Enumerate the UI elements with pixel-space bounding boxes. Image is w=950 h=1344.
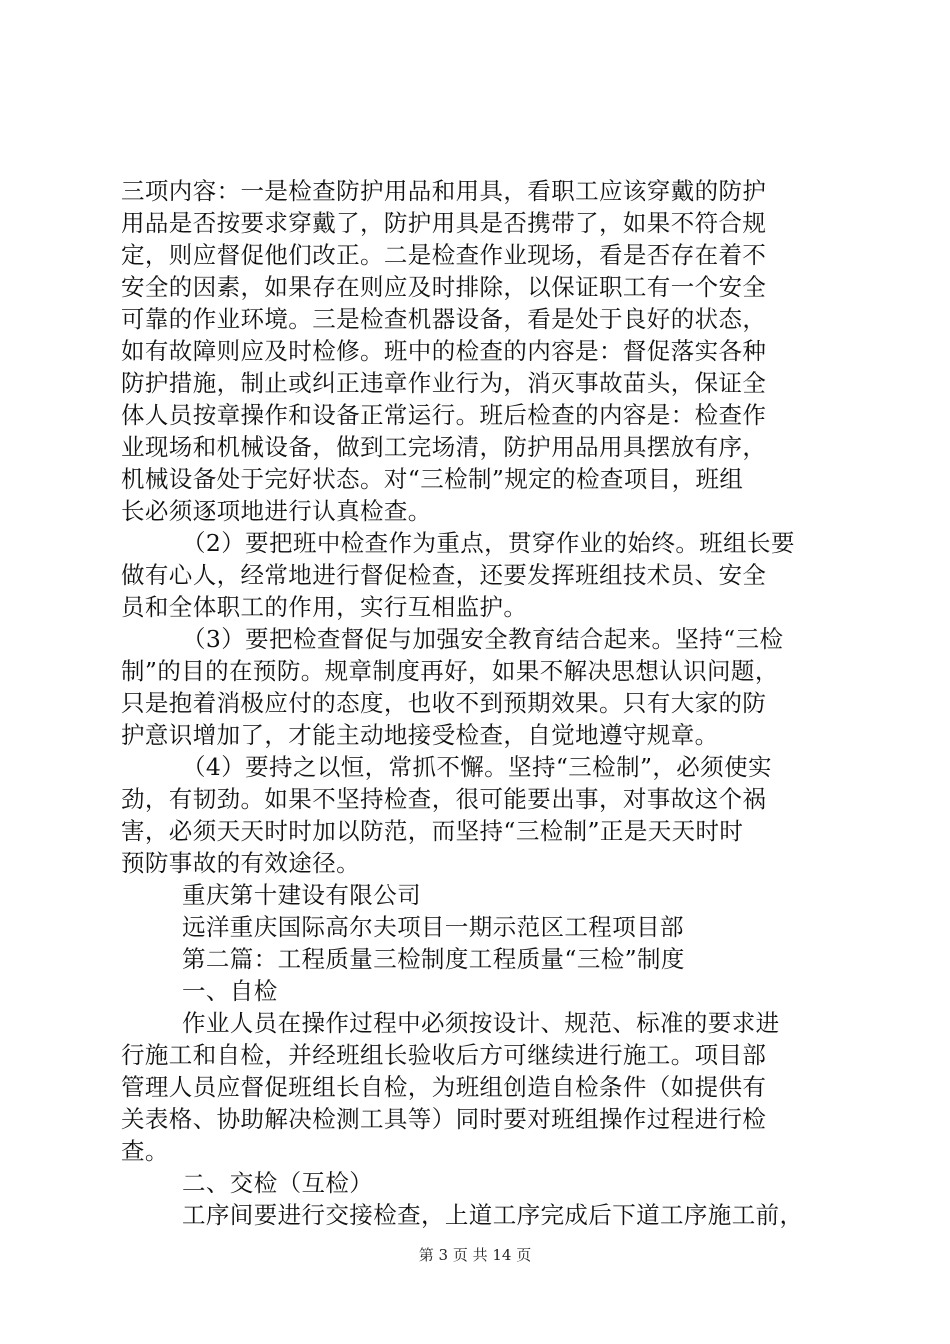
text-line: 用品是否按要求穿戴了，防护用具是否携带了，如果不符合规: [121, 209, 767, 237]
text-line: 制”的目的在预防。规章制度再好，如果不解决思想认识问题，: [121, 657, 779, 685]
text-line: 作业人员在操作过程中必须按设计、规范、标准的要求进: [182, 1009, 780, 1037]
text-line: （3）要把检查督促与加强安全教育结合起来。坚持“三检: [182, 625, 784, 653]
text-line: 体人员按章操作和设备正常运行。班后检查的内容是：检查作: [121, 401, 767, 429]
text-line: 管理人员应督促班组长自检，为班组创造自检条件（如提供有: [121, 1073, 767, 1101]
text-line: 关表格、协助解决检测工具等）同时要对班组操作过程进行检: [121, 1105, 767, 1133]
text-line: 如有故障则应及时检修。班中的检查的内容是：督促落实各种: [121, 337, 767, 365]
page-footer: 第 3 页 共 14 页: [418, 1246, 532, 1264]
text-line: 劲，有韧劲。如果不坚持检查，很可能要出事，对事故这个祸: [121, 785, 767, 813]
text-line: 预防事故的有效途径。: [121, 849, 360, 877]
text-line: 二、交检（互检）: [182, 1169, 374, 1197]
text-line: 工序间要进行交接检查，上道工序完成后下道工序施工前，: [182, 1201, 804, 1229]
text-line: （4）要持之以恒，常抓不懈。坚持“三检制”，必须使实: [182, 753, 772, 781]
text-line: （2）要把班中检查作为重点，贯穿作业的始终。班组长要: [182, 529, 795, 557]
document-body: [121, 175, 836, 1231]
text-line: 害，必须天天时时加以防范，而坚持“三检制”正是天天时时: [121, 817, 744, 845]
text-line: 一、自检: [182, 977, 278, 1005]
text-line: 员和全体职工的作用，实行互相监护。: [121, 593, 528, 621]
text-line: 防护措施，制止或纠正违章作业行为，消灭事故苗头，保证全: [121, 369, 767, 397]
text-line: 业现场和机械设备，做到工完场清，防护用品用具摆放有序，: [121, 433, 767, 461]
text-line: 可靠的作业环境。三是检查机器设备，看是处于良好的状态，: [121, 305, 767, 333]
text-line: 只是抱着消极应付的态度，也收不到预期效果。只有大家的防: [121, 689, 767, 717]
text-line: 机械设备处于完好状态。对“三检制”规定的检查项目，班组: [121, 465, 744, 493]
text-line: 重庆第十建设有限公司: [182, 881, 421, 909]
text-line: 安全的因素，如果存在则应及时排除，以保证职工有一个安全: [121, 273, 767, 301]
text-line: 第二篇：工程质量三检制度工程质量“三检”制度: [182, 945, 685, 973]
text-line: 定，则应督促他们改正。二是检查作业现场，看是否存在着不: [121, 241, 767, 269]
text-line: 远洋重庆国际高尔夫项目一期示范区工程项目部: [182, 913, 684, 941]
text-line: 查。: [121, 1137, 169, 1165]
text-line: 三项内容：一是检查防护用品和用具，看职工应该穿戴的防护: [121, 177, 767, 205]
text-line: 护意识增加了，才能主动地接受检查，自觉地遵守规章。: [121, 721, 719, 749]
text-line: 长必须逐项地进行认真检查。: [121, 497, 432, 525]
text-line: 做有心人，经常地进行督促检查，还要发挥班组技术员、安全: [121, 561, 767, 589]
text-line: 行施工和自检，并经班组长验收后方可继续进行施工。项目部: [121, 1041, 767, 1069]
